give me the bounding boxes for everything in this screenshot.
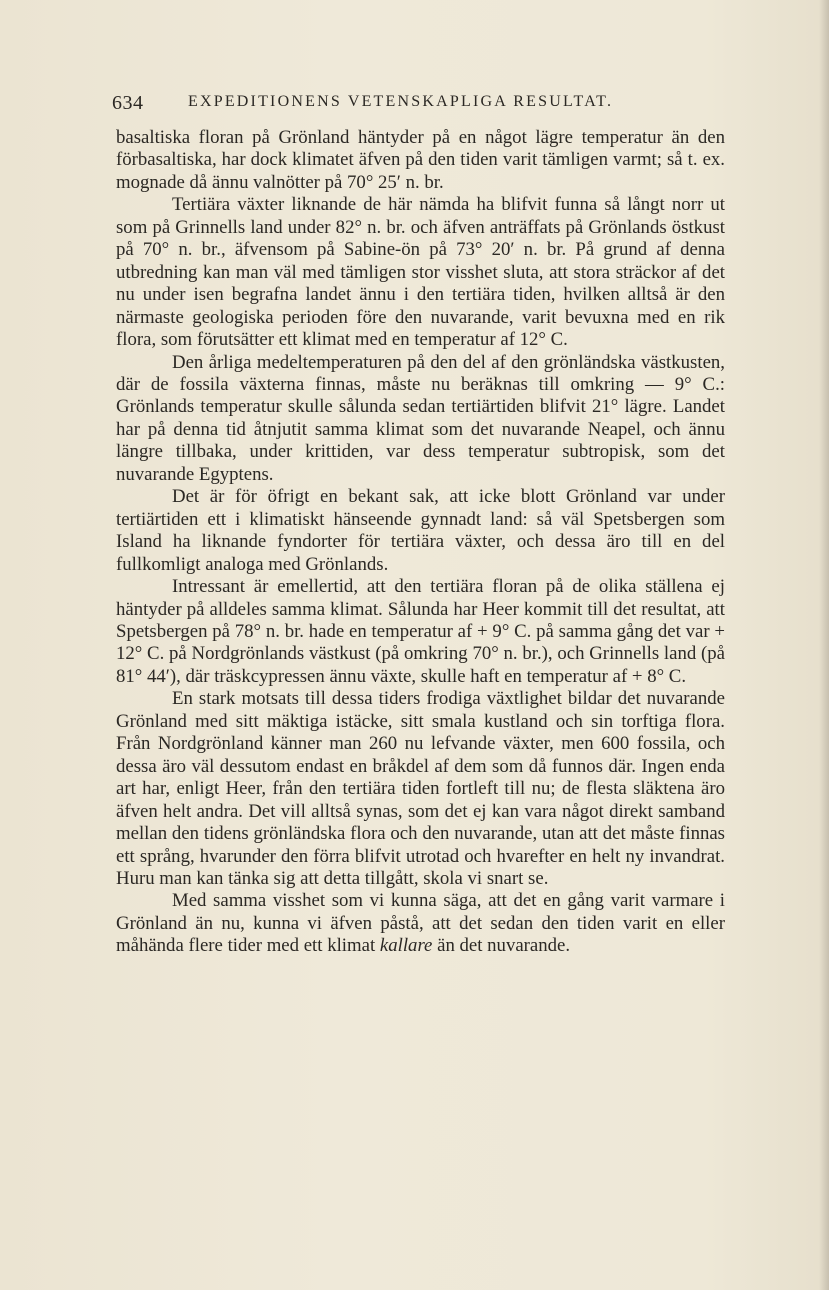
paragraph-5: Intressant är emellertid, att den tertiära floran på de olika ställena ej häntyder på alldeles samma klimat. Sålunda har Heer kommit till det resultat, att Spetsbergen på 78° n. br. hade en temperatur af + 9° C. på samma gång det var + 12° C. på Nordgrönlands västkust (på omkring 70° n. br.), och Grinnells land (på 81° 44′), där träskcypressen ännu växte, skulle haft en temperatur af + 8° C. [116, 576, 725, 687]
paragraph-6: En stark motsats till dessa tiders frodiga växtlighet bildar det nuvarande Grönland med sitt mäktiga istäcke, sitt smala kustland och sin torftiga flora. Från Nordgrönland känner man 260 nu lefvande växter, men 600 fossila, och dessa äro väl dessutom endast en bråkdel af dem som då funnos där. Ingen enda art har, enligt Heer, från den tertiära tiden fortleft till nu; de flesta släktena äro äfven helt andra. Det vill alltså synas, som det ej kan vara något direkt samband mellan den tidens grönländska flora och den nuvarande, utan att det måste finnas ett språng, hvarunder den förra blifvit utrotad och hvarefter en helt ny invandrat. Huru man kan tänka sig att detta tillgått, skola vi snart se. [116, 688, 725, 889]
paragraph-4: Det är för öfrigt en bekant sak, att icke blott Grönland var under tertiärtiden ett i klimatiskt hänseende gynnadt land: så väl Spetsbergen som Island ha liknande fyndorter för tertiära växter, och dessa äro till en del fullkomligt analoga med Grönlands. [116, 486, 725, 575]
page-edge-shadow [819, 0, 829, 1290]
running-title: EXPEDITIONENS VETENSKAPLIGA RESULTAT. [188, 93, 614, 110]
page-number: 634 [112, 92, 144, 114]
paragraph-7-tail: än det nuvarande. [432, 935, 571, 957]
paragraph-7-text: Med samma visshet som vi kunna säga, att det en gång varit varmare i Grönland än nu, kunna vi äfven påstå, att det sedan den tiden varit en eller måhända flere tider med ett klimat [116, 890, 725, 957]
paragraph-2: Tertiära växter liknande de här nämda ha blifvit funna så långt norr ut som på Grinnells land under 82° n. br. och äfven anträffats på Grönlands östkust på 70° n. br., äfvensom på Sabine-ön på 73° 20′ n. br. På grund af denna utbredning kan man väl med tämligen stor visshet sluta, att stora sträckor af det nu under isen begrafna landet ännu i den tertiära tiden, hvilken alltså är den närmaste geologiska perioden före den nuvarande, varit bevuxna med en rik flora, som förutsätter ett klimat med en temperatur af 12° C. [116, 194, 725, 351]
paragraph-1: basaltiska floran på Grönland häntyder på en något lägre temperatur än den förbasaltiska, har dock klimatet äfven på den tiden varit tämligen varmt; så t. ex. mognade då ännu valnötter på 70° 25′ n. br. [116, 127, 725, 193]
italic-word: kallare [379, 935, 433, 957]
paragraph-7 [116, 890, 725, 957]
page-header [112, 92, 724, 116]
paragraph-3: Den årliga medeltemperaturen på den del af den grönländska västkusten, där de fossila växterna finnas, måste nu beräknas till omkring — 9° C.: Grönlands temperatur skulle sålunda sedan tertiärtiden blifvit 21° lägre. Landet har på denna tid åtnjutit samma klimat som det nuvarande Neapel, och ännu längre tillbaka, under krittiden, var dess temperatur subtropisk, som det nuvarande Egyptens. [116, 351, 725, 485]
body-text [116, 127, 725, 958]
